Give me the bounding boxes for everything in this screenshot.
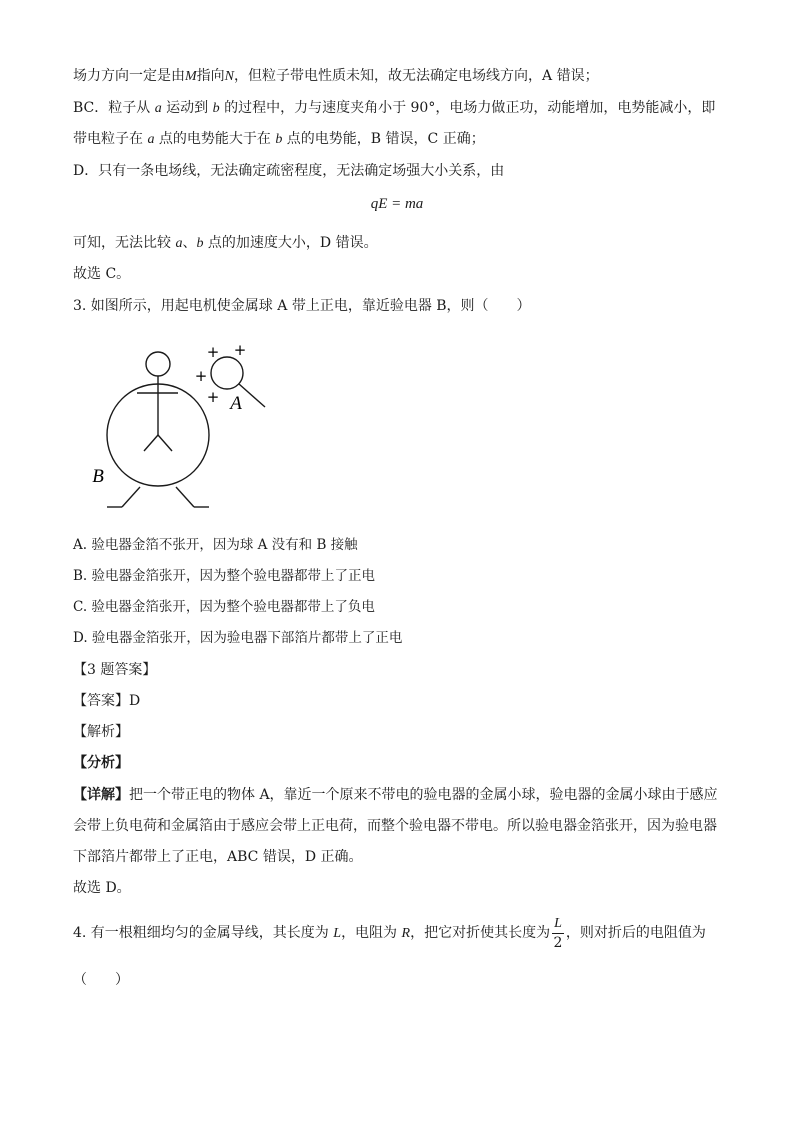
plus-charge: + <box>206 343 220 361</box>
plus-charge: + <box>206 388 220 406</box>
text-line-3: 带电粒子在 a 点的电势能大于在 b 点的电势能，B 错误，C 正确； <box>73 131 485 147</box>
detail-line-1: 【详解】把一个带正电的物体 A，靠近一个原来不带电的验电器的金属小球，验电器的金属小球由于感应 <box>73 787 718 803</box>
fenxi-label: 【分析】 <box>73 755 129 771</box>
plus-charge: + <box>233 341 247 359</box>
text-line-1: 场力方向一定是由M指向N，但粒子带电性质未知，故无法确定电场线方向，A 错误； <box>73 68 599 84</box>
metal-ball-a <box>211 357 243 389</box>
conclusion: 故选 D。 <box>73 880 131 896</box>
detail-line-2: 会带上负电荷和金属箔由于感应会带上正电荷，而整个验电器不带电。所以验电器金箔张开，因为验电器 <box>73 818 717 834</box>
answer-value: D <box>129 693 141 709</box>
question-4-paren: （ ） <box>73 972 129 988</box>
text-line-6: 故选 C。 <box>73 266 131 282</box>
analysis-label: 【解析】 <box>73 724 129 740</box>
answer-tag: 【3 题答案】 <box>73 662 157 678</box>
gold-leaf-right <box>158 435 172 451</box>
option-d: D. 验电器金箔张开，因为验电器下部箔片都带上了正电 <box>73 630 403 646</box>
leg-left <box>122 487 140 507</box>
text-line-2: BC．粒子从 a 运动到 b 的过程中，力与速度夹角小于 90°，电场力做正功，动能增加，电势能减小，即 <box>73 100 716 116</box>
formula: qE = ma <box>370 196 424 212</box>
gold-leaf-left <box>144 435 158 451</box>
ball-a-handle <box>239 384 265 407</box>
text-line-5: 可知，无法比较 a、b 点的加速度大小，D 错误。 <box>73 235 378 251</box>
fraction-l-over-2: $\frac{L}{2}$ <box>553 915 563 951</box>
option-c: C. 验电器金箔张开，因为整个验电器都带上了负电 <box>73 599 375 615</box>
detail-line-3: 下部箔片都带上了正电，ABC 错误，D 正确。 <box>73 849 363 865</box>
answer-label: 【答案】 <box>73 693 129 709</box>
question-3-stem: 3. 如图所示，用起电机使金属球 A 带上正电，靠近验电器 B，则（ ） <box>73 298 531 314</box>
answer-line <box>73 691 140 711</box>
detail-label: 【详解】 <box>73 787 129 803</box>
label-a: A <box>230 393 242 414</box>
question-4-stem: 4. 有一根粗细均匀的金属导线，其长度为 L，电阻为 R，把它对折使其长度为 $\frac{L}{2}$ ，则对折后的电阻值为 <box>73 915 706 951</box>
electroscope-knob <box>146 352 170 376</box>
option-a: A. 验电器金箔不张开，因为球 A 没有和 B 接触 <box>73 537 358 553</box>
option-b: B. 验电器金箔张开，因为整个验电器都带上了正电 <box>73 568 376 584</box>
leg-right <box>176 487 194 507</box>
plus-charge: + <box>194 367 208 385</box>
label-b: B <box>92 466 104 487</box>
electroscope-figure <box>80 335 280 515</box>
text-line-4: D．只有一条电场线，无法确定疏密程度，无法确定场强大小关系，由 <box>73 163 505 179</box>
